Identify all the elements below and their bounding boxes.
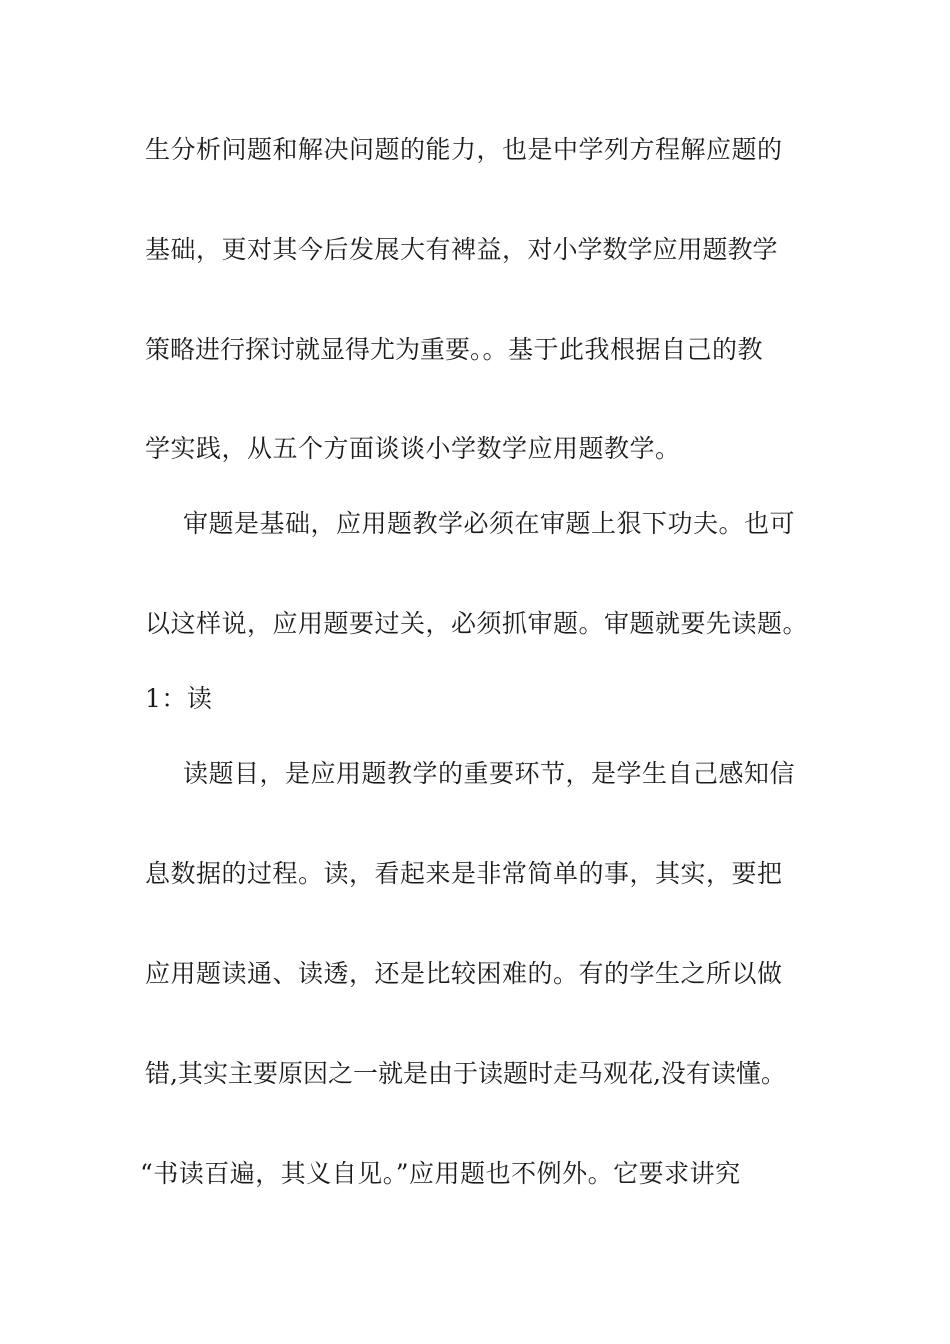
text-line-12: “书读百遍，其义自见。”应用题也不例外。它要求讲究 [140, 1159, 741, 1188]
text-line-2-part-sans: 对小学数学应用题教学 [527, 235, 778, 264]
section-heading-read: 1：读 [145, 684, 213, 713]
text-line-1: 生分析问题和解决问题的能力，也是中学列方程解应题的 [145, 135, 783, 164]
paragraph-audit-first-line: 审题是基础，应用题教学必须在审题上狠下功夫。也可 [183, 509, 796, 538]
text-line-2-part-serif: 基础，更对其今后发展大有裨益， [145, 235, 528, 264]
text-line-3 [145, 333, 805, 367]
text-line-9: 息数据的过程。读，看起来是非常简单的事，其实，要把 [145, 859, 783, 888]
text-line-10: 应用题读通、读透，还是比较困难的。有的学生之所以做 [145, 959, 783, 988]
text-line-6: 以这样说，应用题要过关，必须抓审题。审题就要先读题。 [145, 609, 809, 638]
text-line-3-part-serif: 。基于此我根据自己的教 [482, 335, 764, 364]
text-line-3-part-sans: 策略进行探讨就显得尤为重要。 [145, 335, 483, 364]
paragraph-read-first-line: 读题目，是应用题教学的重要环节，是学生自己感知信 [183, 759, 796, 788]
text-line-4: 学实践，从五个方面谈谈小学数学应用题教学。 [145, 434, 681, 463]
text-line-11: 错,其实主要原因之一就是由于读题时走马观花,没有读懂。 [145, 1059, 786, 1088]
text-line-2 [145, 233, 805, 267]
